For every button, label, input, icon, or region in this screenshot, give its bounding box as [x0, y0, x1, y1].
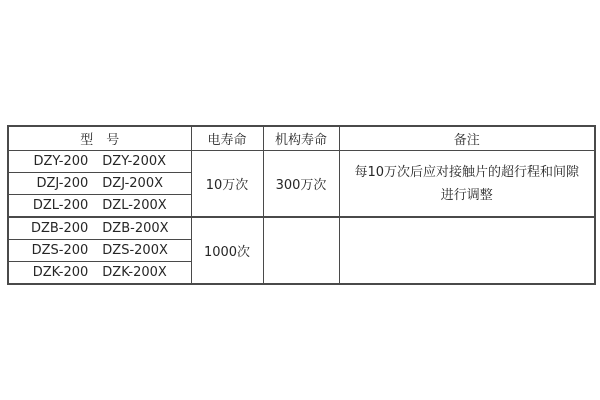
electrical-life-cell: 10万次: [191, 151, 263, 218]
model-code-variant: DZY-200X: [102, 154, 167, 169]
model-code: DZJ-200: [36, 176, 89, 191]
relay-spec-table: [7, 125, 596, 285]
header-mechanical-life: 机构寿命: [263, 126, 339, 151]
remark-line-2: 进行调整: [440, 187, 493, 203]
model-code: DZB-200: [30, 221, 89, 236]
electrical-life-cell: 1000次: [191, 217, 263, 284]
model-cell: [8, 262, 191, 285]
model-code-variant: DZJ-200X: [102, 176, 163, 191]
model-cell: [8, 195, 191, 218]
remark-cell: [339, 217, 595, 284]
model-code: DZL-200: [32, 198, 89, 213]
model-code: DZY-200: [33, 154, 89, 169]
model-code-variant: DZB-200X: [102, 221, 169, 236]
model-code-variant: DZL-200X: [102, 198, 167, 213]
model-code-variant: DZK-200X: [102, 265, 167, 280]
remark-cell: [339, 151, 595, 218]
header-electrical-life: 电寿命: [191, 126, 263, 151]
model-cell: [8, 151, 191, 173]
header-remark: 备注: [339, 126, 595, 151]
header-row: [8, 126, 595, 151]
model-code-variant: DZS-200X: [102, 243, 168, 258]
model-code: DZS-200: [31, 243, 89, 258]
model-cell: [8, 240, 191, 262]
table-row: [8, 151, 595, 173]
remark-line-1: 每10万次后应对接触片的超行程和间隙: [354, 164, 580, 180]
mechanical-life-cell: 300万次: [263, 151, 339, 218]
table-row: [8, 217, 595, 240]
model-code: DZK-200: [32, 265, 89, 280]
model-cell: [8, 217, 191, 240]
model-cell: [8, 173, 191, 195]
mechanical-life-cell: [263, 217, 339, 284]
header-model: 型 号: [8, 126, 191, 151]
